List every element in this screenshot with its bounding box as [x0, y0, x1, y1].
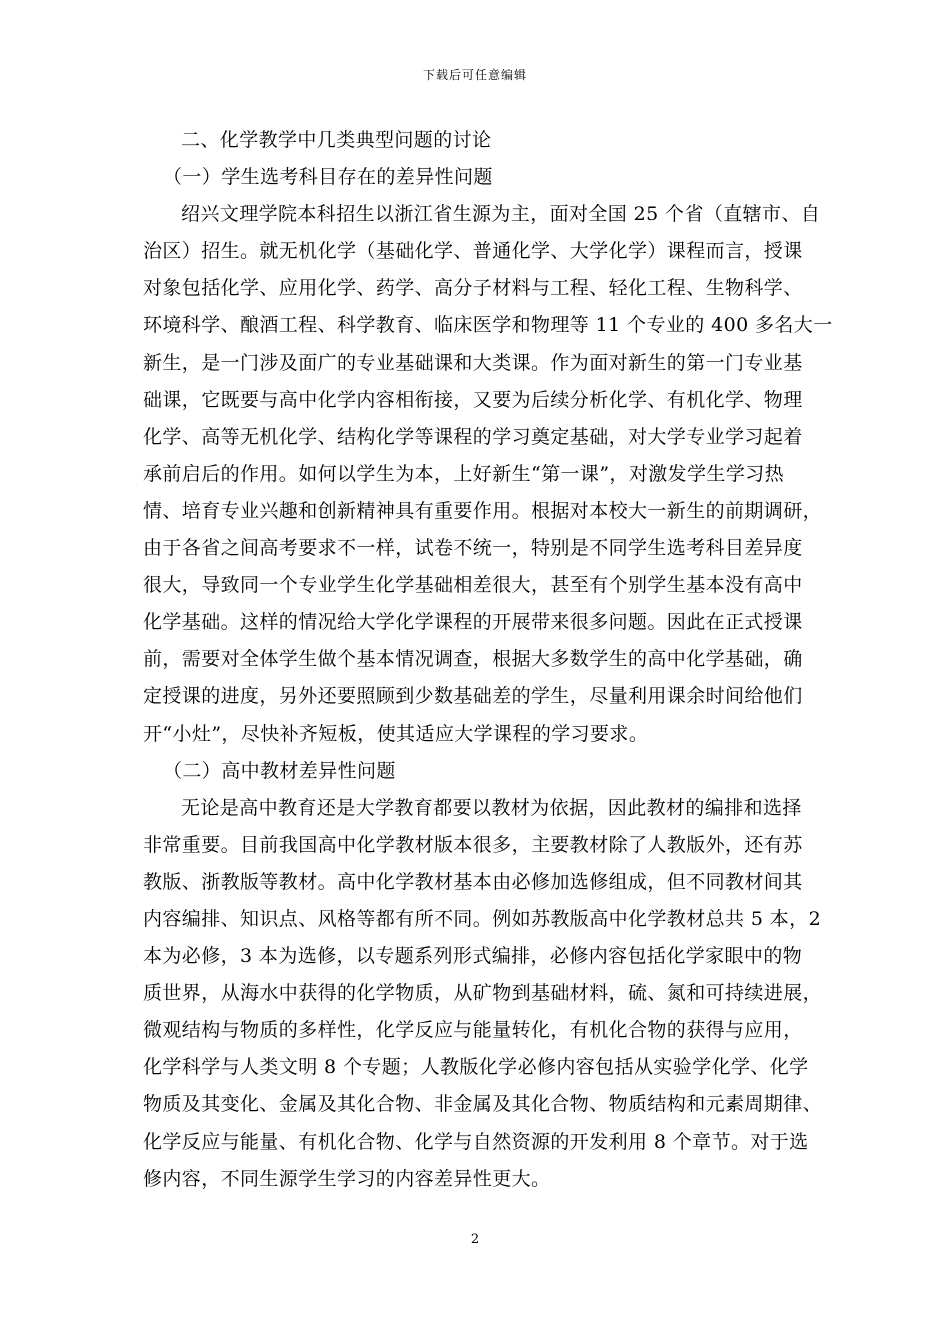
paragraph-2-line: 质世界，从海水中获得的化学物质，从矿物到基础材料，硫、氮和可持续进展，	[143, 982, 823, 1005]
section-heading: 二、化学教学中几类典型问题的讨论	[181, 129, 492, 151]
subsection-heading-2: （二）高中教材差异性问题	[163, 759, 396, 782]
paragraph-1-line: 前，需要对全体学生做个基本情况调查，根据大多数学生的高中化学基础，确	[143, 648, 803, 671]
paragraph-1-line: 由于各省之间高考要求不一样，试卷不统一，特别是不同学生选考科目差异度	[143, 537, 803, 560]
paragraph-1-line: 新生，是一门涉及面广的专业基础课和大类课。作为面对新生的第一门专业基	[143, 351, 803, 374]
paragraph-2-line: 修内容，不同生源学生学习的内容差异性更大。	[143, 1167, 551, 1190]
paragraph-2-line: 微观结构与物质的多样性，化学反应与能量转化，有机化合物的获得与应用，	[143, 1019, 803, 1042]
paragraph-2-line: 教版、浙教版等教材。高中化学教材基本由必修加选修组成，但不同教材间其	[143, 870, 803, 893]
paragraph-1-line: 化学、高等无机化学、结构化学等课程的学习奠定基础，对大学专业学习起着	[143, 425, 803, 448]
paragraph-2-line: 本为必修，3 本为选修，以专题系列形式编排，必修内容包括化学家眼中的物	[143, 945, 803, 968]
paragraph-1-line: 治区）招生。就无机化学（基础化学、普通化学、大学化学）课程而言，授课	[143, 240, 803, 263]
paragraph-2-line: 非常重要。目前我国高中化学教材版本很多，主要教材除了人教版外，还有苏	[143, 833, 803, 856]
paragraph-1-line: 础课，它既要与高中化学内容相衔接，又要为后续分析化学、有机化学、物理	[143, 388, 803, 411]
subsection-heading-1: （一）学生选考科目存在的差异性问题	[163, 166, 493, 189]
paragraph-2-line: 物质及其变化、金属及其化合物、非金属及其化合物、物质结构和元素周期律、	[143, 1093, 823, 1116]
paragraph-2-line: 化学科学与人类文明 8 个专题；人教版化学必修内容包括从实验学化学、化学	[143, 1056, 809, 1079]
paragraph-1-line: 化学基础。这样的情况给大学化学课程的开展带来很多问题。因此在正式授课	[143, 611, 803, 634]
paragraph-1-line: 情、培育专业兴趣和创新精神具有重要作用。根据对本校大一新生的前期调研，	[143, 499, 823, 522]
page-header: 下载后可任意编辑	[422, 68, 527, 82]
paragraph-1-line: 很大，导致同一个专业学生化学基础相差很大，甚至有个别学生基本没有高中	[143, 574, 803, 597]
paragraph-2-line: 内容编排、知识点、风格等都有所不同。例如苏教版高中化学教材总共 5 本，2	[143, 907, 822, 930]
page-number: 2	[470, 1232, 480, 1247]
paragraph-2-line: 无论是高中教育还是大学教育都要以教材为依据，因此教材的编排和选择	[181, 796, 802, 819]
paragraph-1-line: 承前启后的作用。如何以学生为本，上好新生“第一课”，对激发学生学习热	[143, 462, 785, 485]
paragraph-2-line: 化学反应与能量、有机化合物、化学与自然资源的开发利用 8 个章节。对于选	[143, 1130, 809, 1153]
paragraph-1-line: 开“小灶”，尽快补齐短板，使其适应大学课程的学习要求。	[143, 722, 649, 745]
paragraph-1-line: 定授课的进度，另外还要照顾到少数基础差的学生，尽量利用课余时间给他们	[143, 685, 803, 708]
paragraph-1-line: 对象包括化学、应用化学、药学、高分子材料与工程、轻化工程、生物科学、	[143, 277, 803, 300]
paragraph-1-line: 环境科学、酿酒工程、科学教育、临床医学和物理等 11 个专业的 400 多名大一	[143, 314, 833, 337]
document-body	[143, 122, 833, 1198]
paragraph-1-line: 绍兴文理学院本科招生以浙江省生源为主，面对全国 25 个省（直辖市、自	[181, 203, 821, 226]
